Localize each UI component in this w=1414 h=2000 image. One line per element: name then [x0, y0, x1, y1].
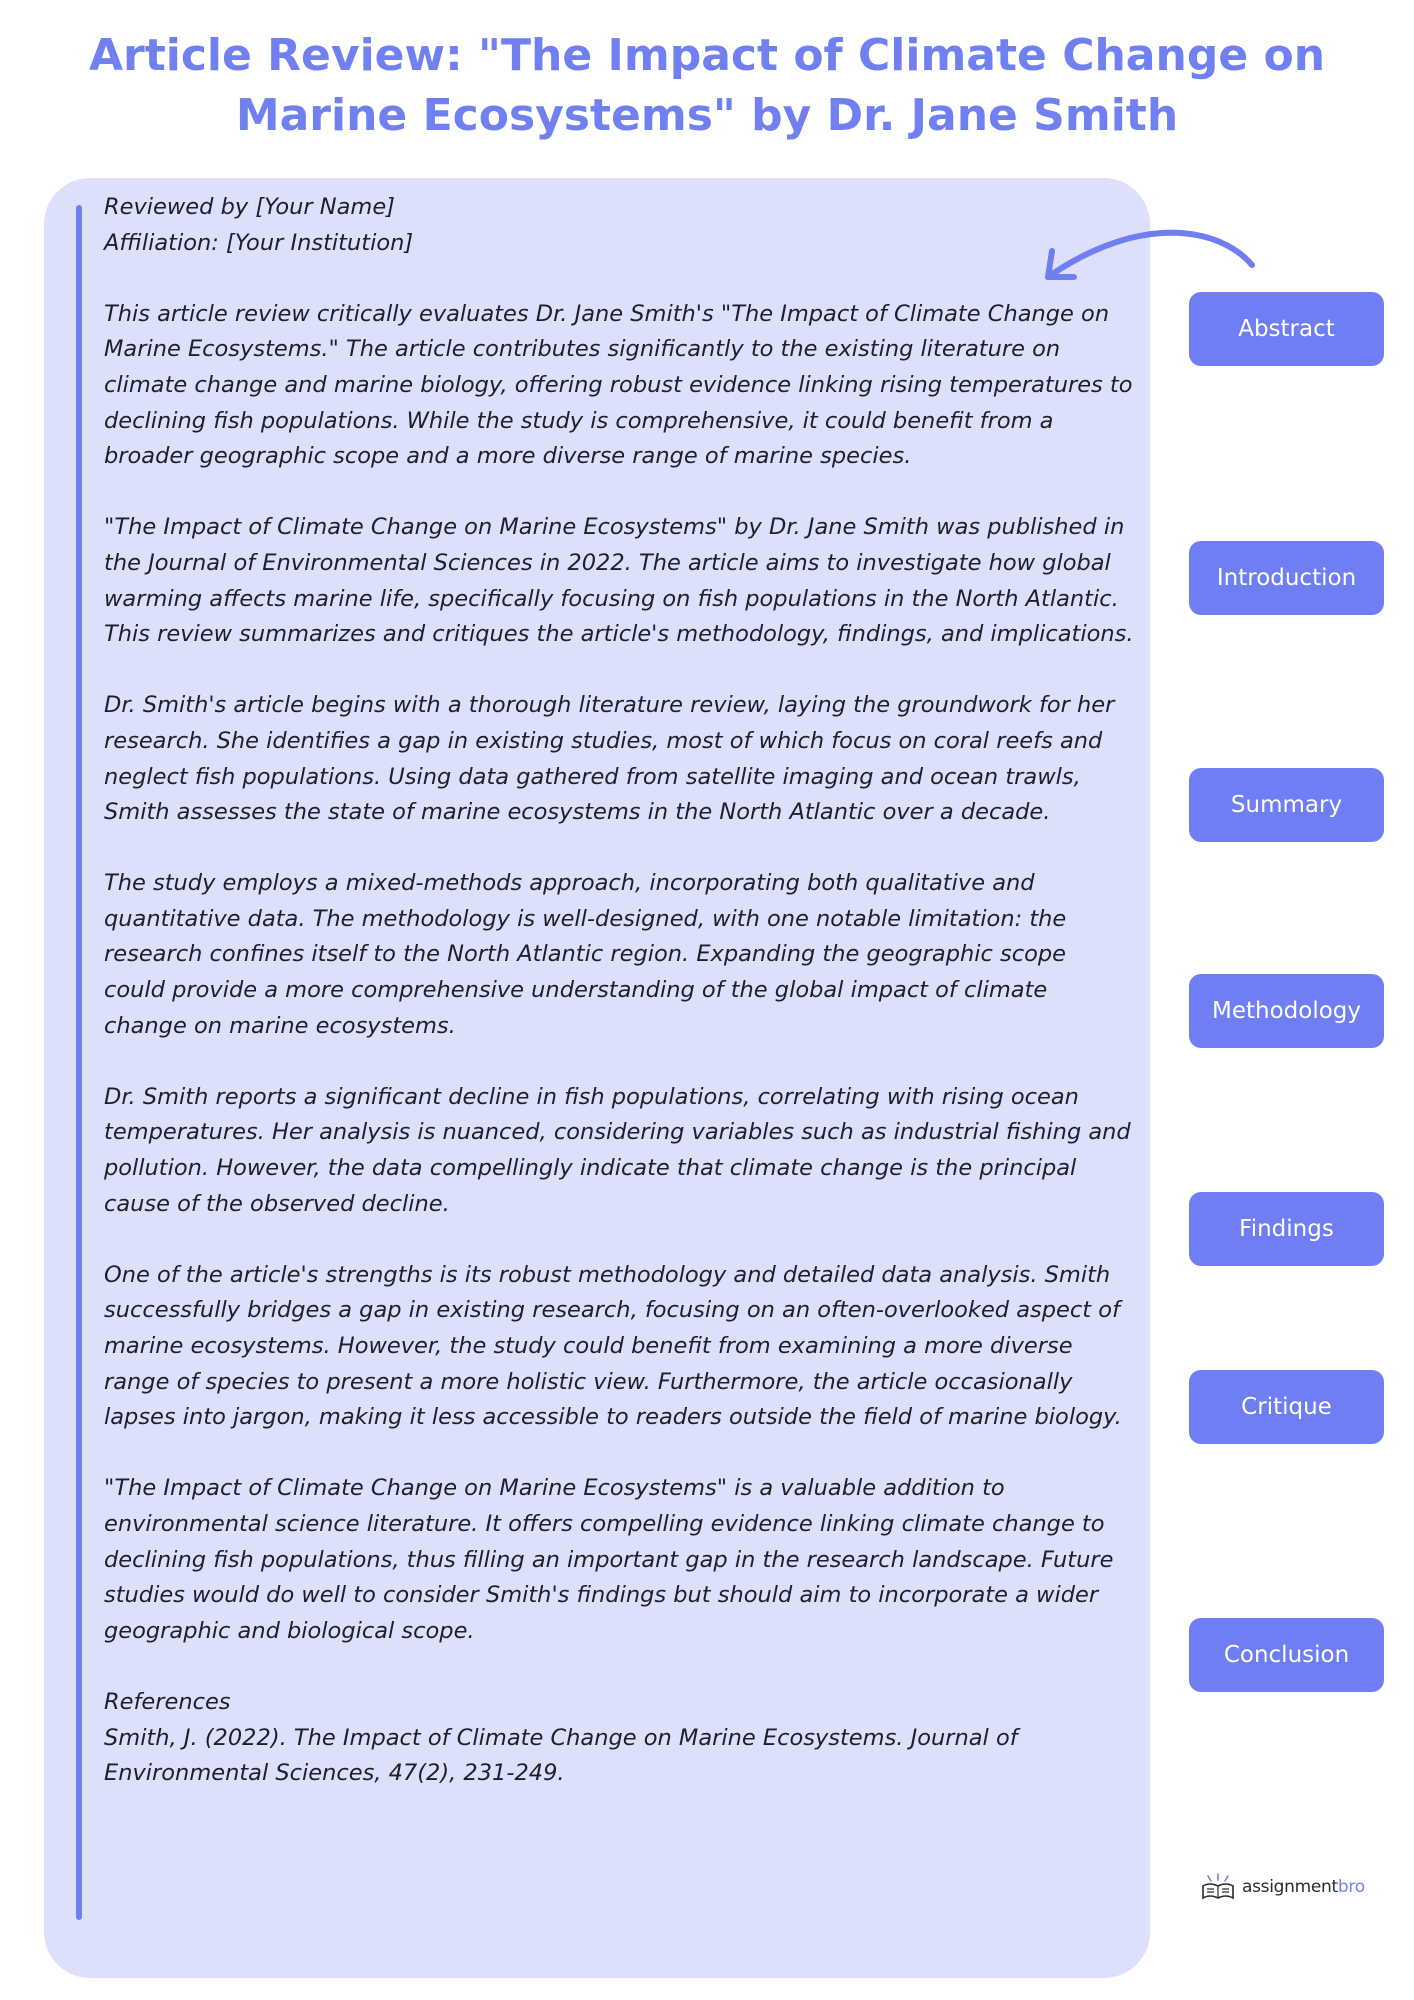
tag-critique[interactable]: Critique [1189, 1370, 1384, 1444]
references-heading: References [104, 1688, 231, 1715]
logo-text-bro: bro [1337, 1877, 1365, 1897]
page-title: Article Review: "The Impact of Climate Change on Marine Ecosystems" by Dr. Jane Smith [88, 30, 1326, 141]
reviewer-line: Reviewed by [Your Name] [104, 194, 395, 220]
abstract-paragraph: This article review critically evaluates Dr. Jane Smith's "The Impact of Climate Change on Marine Ecosystems." The article contributes significantly to the existing literature on climate change and marine biology, offering robust evidence linking rising temperatures to declining fish populations. While the study is comprehensive, it could benefit from a broader geographic scope and a more diverse range of marine species. [104, 300, 1133, 470]
critique-paragraph: One of the article's strengths is its robust methodology and detailed data analysis. Smith successfully bridges a gap in existing research, focusing on an often-overlooked aspect of marine ecosystems. However, the study could benefit from examining a more diverse range of species to present a more holistic view. Furthermore, the article occasionally lapses into jargon, making it less accessible to readers outside the field of marine biology. [104, 1261, 1122, 1431]
book-logo-icon [1200, 1872, 1236, 1902]
conclusion-paragraph: "The Impact of Climate Change on Marine Ecosystems" is a valuable addition to environmental science literature. It offers compelling evidence linking climate change to declining fish populations, thus filling an important gap in the research landscape. Future studies would do well to consider Smith's findings but should aim to incorporate a wider geographic and biological scope. [104, 1475, 1114, 1644]
logo-text-assignment: assignment [1242, 1877, 1338, 1897]
tag-methodology[interactable]: Methodology [1189, 974, 1384, 1048]
summary-paragraph: Dr. Smith's article begins with a thorough literature review, laying the groundwork for her research. She identifies a gap in existing studies, most of which focus on coral reefs and neglect fish populations. Using data gathered from satellite imaging and ocean trawls, Smith assesses the state of marine ecosystems in the North Atlantic over a decade. [104, 692, 1115, 826]
tag-findings[interactable]: Findings [1189, 1192, 1384, 1266]
assignmentbro-logo [1200, 1872, 1365, 1902]
findings-paragraph: Dr. Smith reports a significant decline in fish populations, correlating with rising ocean temperatures. Her analysis is nuanced, considering variables such as industrial fishing and pollution. However, the data compellingly indicate that climate change is the principal cause of the observed decline. [104, 1083, 1131, 1217]
review-content [104, 190, 1134, 1792]
curved-arrow-icon [1030, 215, 1260, 290]
vertical-accent-rule [76, 205, 82, 1920]
tag-conclusion[interactable]: Conclusion [1189, 1618, 1384, 1692]
reference-entry: Smith, J. (2022). The Impact of Climate Change on Marine Ecosystems. Journal of Environmental Sciences, 47(2), 231-249. [104, 1724, 1018, 1787]
introduction-paragraph: "The Impact of Climate Change on Marine Ecosystems" by Dr. Jane Smith was published in the Journal of Environmental Sciences in 2022. The article aims to investigate how global warming affects marine life, specifically focusing on fish populations in the North Atlantic. This review summarizes and critiques the article's methodology, findings, and implications. [104, 514, 1134, 648]
tag-abstract[interactable]: Abstract [1189, 292, 1384, 366]
tag-introduction[interactable]: Introduction [1189, 541, 1384, 615]
affiliation-line: Affiliation: [Your Institution] [104, 229, 414, 256]
methodology-paragraph: The study employs a mixed-methods approach, incorporating both qualitative and quantitative data. The methodology is well-designed, with one notable limitation: the research confines itself to the North Atlantic region. Expanding the geographic scope could provide a more comprehensive understanding of the global impact of climate change on marine ecosystems. [104, 870, 1067, 1039]
tag-summary[interactable]: Summary [1189, 768, 1384, 842]
